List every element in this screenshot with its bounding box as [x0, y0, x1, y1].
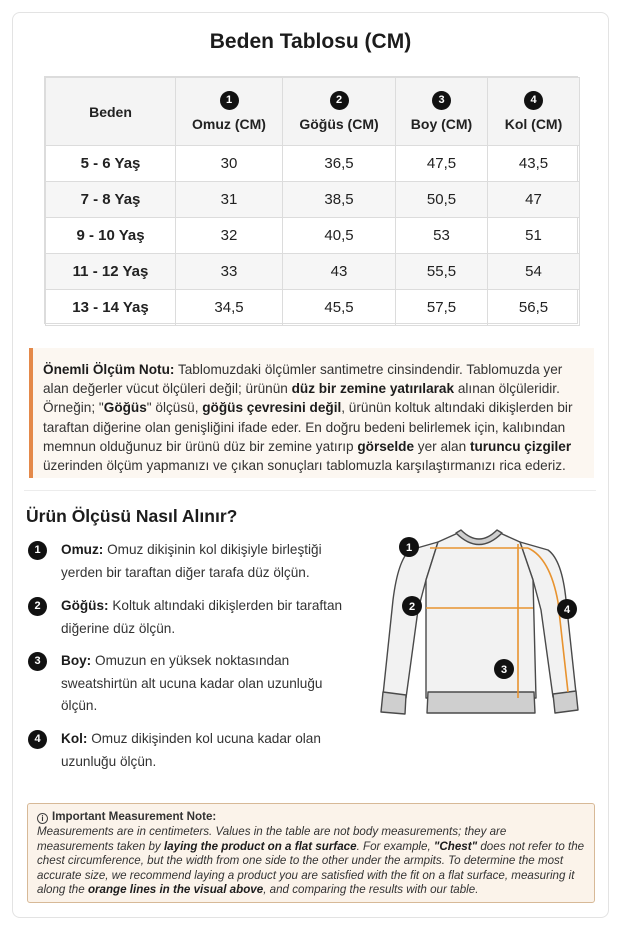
table-row: [46, 146, 580, 182]
value-cell: 40,5: [283, 218, 396, 254]
step-sleeve: [28, 728, 358, 773]
diagram-badge-1: 1: [405, 542, 413, 554]
size-cell: 13 - 14 Yaş: [46, 290, 176, 326]
size-cell: 11 - 12 Yaş: [46, 254, 176, 290]
step-shoulder: [28, 539, 358, 584]
value-cell: 32: [176, 218, 283, 254]
note-text: Measurements are in centimeters. Values in the table are not body measurements; they are measurements taken by: [37, 825, 507, 853]
size-cell: 7 - 8 Yaş: [46, 182, 176, 218]
value-cell: 51: [488, 218, 580, 254]
page-title: Beden Tablosu (CM): [209, 30, 412, 53]
table-row: [46, 218, 580, 254]
header-label: Boy (CM): [410, 116, 473, 132]
step-length: [28, 650, 358, 718]
header-label: Kol (CM): [504, 116, 563, 132]
step-text: Omuzun en yüksek noktasından sweatshirtün alt ucuna kadar olan uzunluğu ölçün.: [61, 653, 323, 713]
diagram-badge-3: 3: [500, 664, 508, 676]
note-text: alınan ölçüleridir. Örneğin; ": [43, 381, 560, 416]
number-badge-4: 4: [28, 730, 47, 749]
note-text: yer alan: [414, 438, 470, 454]
step-chest: [28, 595, 358, 640]
sweatshirt-icon: [381, 530, 578, 714]
note-en-body: [37, 825, 585, 897]
size-table: [45, 77, 580, 326]
value-cell: 47,5: [396, 146, 488, 182]
header-length: [396, 78, 488, 146]
header-sleeve: [488, 78, 580, 146]
value-cell: 30: [176, 146, 283, 182]
number-badge-3: 3: [28, 652, 47, 671]
step-label: Boy:: [61, 653, 92, 668]
value-cell: 31: [176, 182, 283, 218]
step-label: Kol:: [61, 731, 88, 746]
info-icon: i: [37, 813, 48, 824]
step-text: Omuz dikişinin kol dikişiyle birleştiği yerden bir taraftan diğer tarafa düz ölçün.: [61, 542, 322, 580]
header-label: Göğüs (CM): [299, 116, 379, 132]
header-shoulder: [176, 78, 283, 146]
note-en-header: [37, 810, 585, 824]
value-cell: 50,5: [396, 182, 488, 218]
diagram-badge-4: 4: [563, 604, 571, 616]
value-cell: 56,5: [488, 290, 580, 326]
header-label: Omuz (CM): [192, 116, 266, 132]
note-emphasis: göğüs çevresini değil: [202, 400, 342, 416]
note-emphasis: "Chest": [433, 839, 478, 853]
note-en-title: Important Measurement Note:: [52, 810, 217, 823]
note-text: üzerinden ölçüm yapmanızı ve çıkan sonuçları tablomuzla karşılaştırmanızı rica ederiz.: [43, 458, 566, 474]
table-row: [46, 290, 580, 326]
size-cell: 5 - 6 Yaş: [46, 146, 176, 182]
value-cell: 38,5: [283, 182, 396, 218]
table-row: [46, 254, 580, 290]
sweatshirt-diagram: [378, 520, 588, 720]
note-text: does not refer to the chest circumference, but the width from one side to the other under the armpits. To determine the most accurate size, we recommend laying a product you are satisfied with the fit on a flat surface, measuring it along the: [37, 839, 585, 897]
number-badge-2: 2: [330, 91, 349, 110]
size-table-wrapper: [44, 76, 578, 324]
value-cell: 36,5: [283, 146, 396, 182]
measurement-note-tr: [29, 348, 594, 478]
number-badge-3: 3: [432, 91, 451, 110]
value-cell: 43,5: [488, 146, 580, 182]
note-text: Tablomuzdaki ölçümler santimetre cinsindendir. Tablomuzda yer alan değerler vücut ölçüleri değil; ürünün: [43, 362, 563, 397]
note-emphasis: orange lines in the visual above: [87, 883, 264, 897]
value-cell: 34,5: [176, 290, 283, 326]
number-badge-4: 4: [524, 91, 543, 110]
number-badge-1: 1: [220, 91, 239, 110]
step-label: Omuz:: [61, 542, 104, 557]
note-emphasis: Göğüs: [103, 400, 147, 416]
step-text: Koltuk altındaki dikişlerden bir taraftan diğerine düz ölçün.: [61, 598, 343, 636]
header-size: Beden: [46, 78, 176, 146]
step-label: Göğüs:: [61, 598, 109, 613]
value-cell: 45,5: [283, 290, 396, 326]
note-text: . For example,: [356, 839, 434, 853]
table-row: [46, 182, 580, 218]
note-text: , and comparing the results with our table.: [263, 883, 479, 897]
value-cell: 53: [396, 218, 488, 254]
value-cell: 33: [176, 254, 283, 290]
how-to-measure-title: Ürün Ölçüsü Nasıl Alınır?: [26, 506, 238, 526]
note-emphasis: laying the product on a flat surface: [163, 839, 357, 853]
diagram-badge-2: 2: [408, 601, 416, 613]
note-text: , ürünün koltuk altındaki dikişlerden bir taraftan diğerine olan genişliğini ifade eder. En doğru bedeni belirlemek için, kalıbından memnun olduğunuz bir ürünü düz bir zemine yatırıp: [43, 400, 573, 454]
value-cell: 47: [488, 182, 580, 218]
value-cell: 57,5: [396, 290, 488, 326]
value-cell: 54: [488, 254, 580, 290]
number-badge-2: 2: [28, 597, 47, 616]
table-header-row: [46, 78, 580, 146]
note-label: Önemli Ölçüm Notu:: [43, 362, 175, 377]
value-cell: 55,5: [396, 254, 488, 290]
header-chest: [283, 78, 396, 146]
note-emphasis: turuncu çizgiler: [469, 438, 572, 454]
number-badge-1: 1: [28, 541, 47, 560]
value-cell: 43: [283, 254, 396, 290]
note-emphasis: görselde: [357, 438, 415, 454]
note-emphasis: düz bir zemine yatırılarak: [291, 381, 455, 397]
note-text: " ölçüsü,: [146, 400, 203, 416]
step-text: Omuz dikişinden kol ucuna kadar olan uzunluğu ölçün.: [61, 731, 321, 769]
size-cell: 9 - 10 Yaş: [46, 218, 176, 254]
measurement-note-en: [27, 803, 595, 903]
